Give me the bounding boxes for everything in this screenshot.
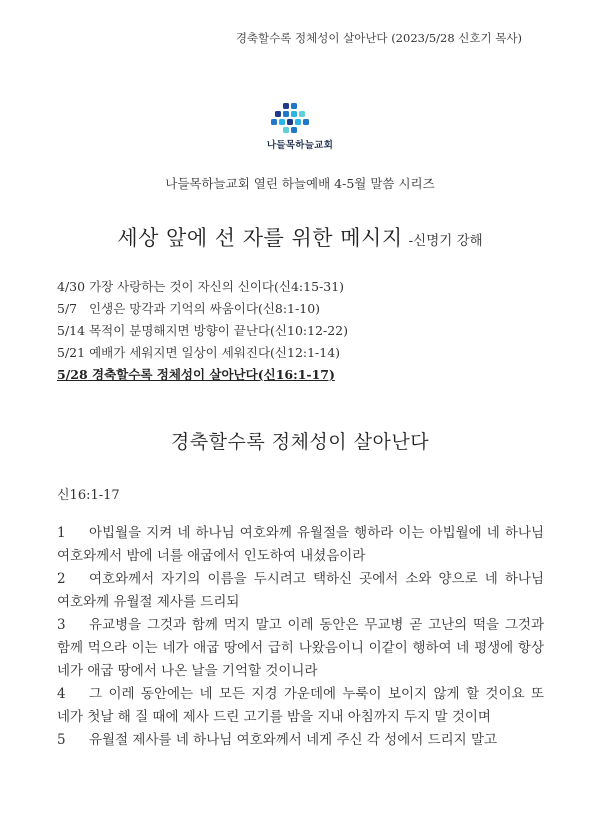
verse	[57, 522, 544, 568]
schedule-date: 5/7	[57, 301, 78, 316]
series-subtitle: 나들목하늘교회 열린 하늘예배 4-5월 말씀 시리즈	[165, 176, 435, 191]
verse-number: 4	[57, 686, 66, 702]
schedule-date: 4/30	[57, 279, 86, 294]
verse	[57, 729, 544, 752]
schedule-item-current	[57, 364, 348, 386]
verse-text: 유월절 제사를 네 하나님 여호와께서 네게 주신 각 성에서 드리지 말고	[89, 732, 498, 748]
schedule-text: 예배가 세워지면 일상이 세워진다(신12:1-14)	[89, 345, 341, 360]
document-header: 경축할수록 정체성이 살아난다 (2023/5/28 신호기 목사)	[235, 31, 522, 45]
series-speaker: -신명기 강해	[408, 233, 483, 249]
schedule-text: 인생은 망각과 기억의 싸움이다(신8:1-10)	[89, 301, 321, 316]
verse	[57, 683, 544, 729]
scripture-verses	[57, 522, 544, 752]
schedule-date: 5/14	[57, 323, 86, 338]
schedule-item	[57, 320, 348, 342]
schedule-text: 가장 사랑하는 것이 자신의 신이다(신4:15-31)	[89, 279, 345, 294]
verse-text: 아빕월을 지켜 네 하나님 여호와께 유월절을 행하라 이는 아빕월에 네 하나님 여호와께서 밤에 너를 애굽에서 인도하여 내셨음이라	[57, 525, 544, 564]
sermon-schedule	[57, 276, 348, 386]
church-logo-text: 나들목하늘교회	[266, 140, 334, 151]
series-title	[0, 222, 600, 252]
verse-text: 여호와께서 자기의 이름을 두시려고 택하신 곳에서 소와 양으로 네 하나님 여호와께 유월절 제사를 드리되	[57, 571, 544, 610]
schedule-item	[57, 342, 348, 364]
schedule-text: 경축할수록 정체성이 살아난다(신16:1-17)	[92, 367, 335, 382]
sermon-title: 경축할수록 정체성이 살아난다	[170, 431, 430, 453]
verse-number: 2	[57, 571, 66, 587]
schedule-item	[57, 298, 348, 320]
verse-number: 1	[57, 525, 66, 541]
verse-number: 5	[57, 732, 66, 748]
verse-text: 유교병을 그것과 함께 먹지 말고 이레 동안은 무교병 곧 고난의 떡을 그것과 함께 먹으라 이는 네가 애굽 땅에서 급히 나왔음이니 이같이 행하여 네 평생에 항상 네가 애굽 땅에서 나온 날을 기억할 것이니라	[57, 617, 544, 679]
verse	[57, 614, 544, 683]
scripture-reference: 신16:1-17	[57, 488, 120, 503]
schedule-date: 5/28	[57, 367, 88, 382]
schedule-text: 목적이 분명해지면 방향이 끝난다(신10:12-22)	[89, 323, 349, 338]
schedule-item	[57, 276, 348, 298]
verse-text: 그 이레 동안에는 네 모든 지경 가운데에 누룩이 보이지 않게 할 것이요 또 네가 첫날 해 질 때에 제사 드린 고기를 밤을 지내 아침까지 두지 말 것이며	[57, 686, 544, 725]
verse-number: 3	[57, 617, 66, 633]
schedule-date: 5/21	[57, 345, 86, 360]
series-title-text: 세상 앞에 선 자를 위한 메시지	[117, 226, 403, 250]
verse	[57, 568, 544, 614]
